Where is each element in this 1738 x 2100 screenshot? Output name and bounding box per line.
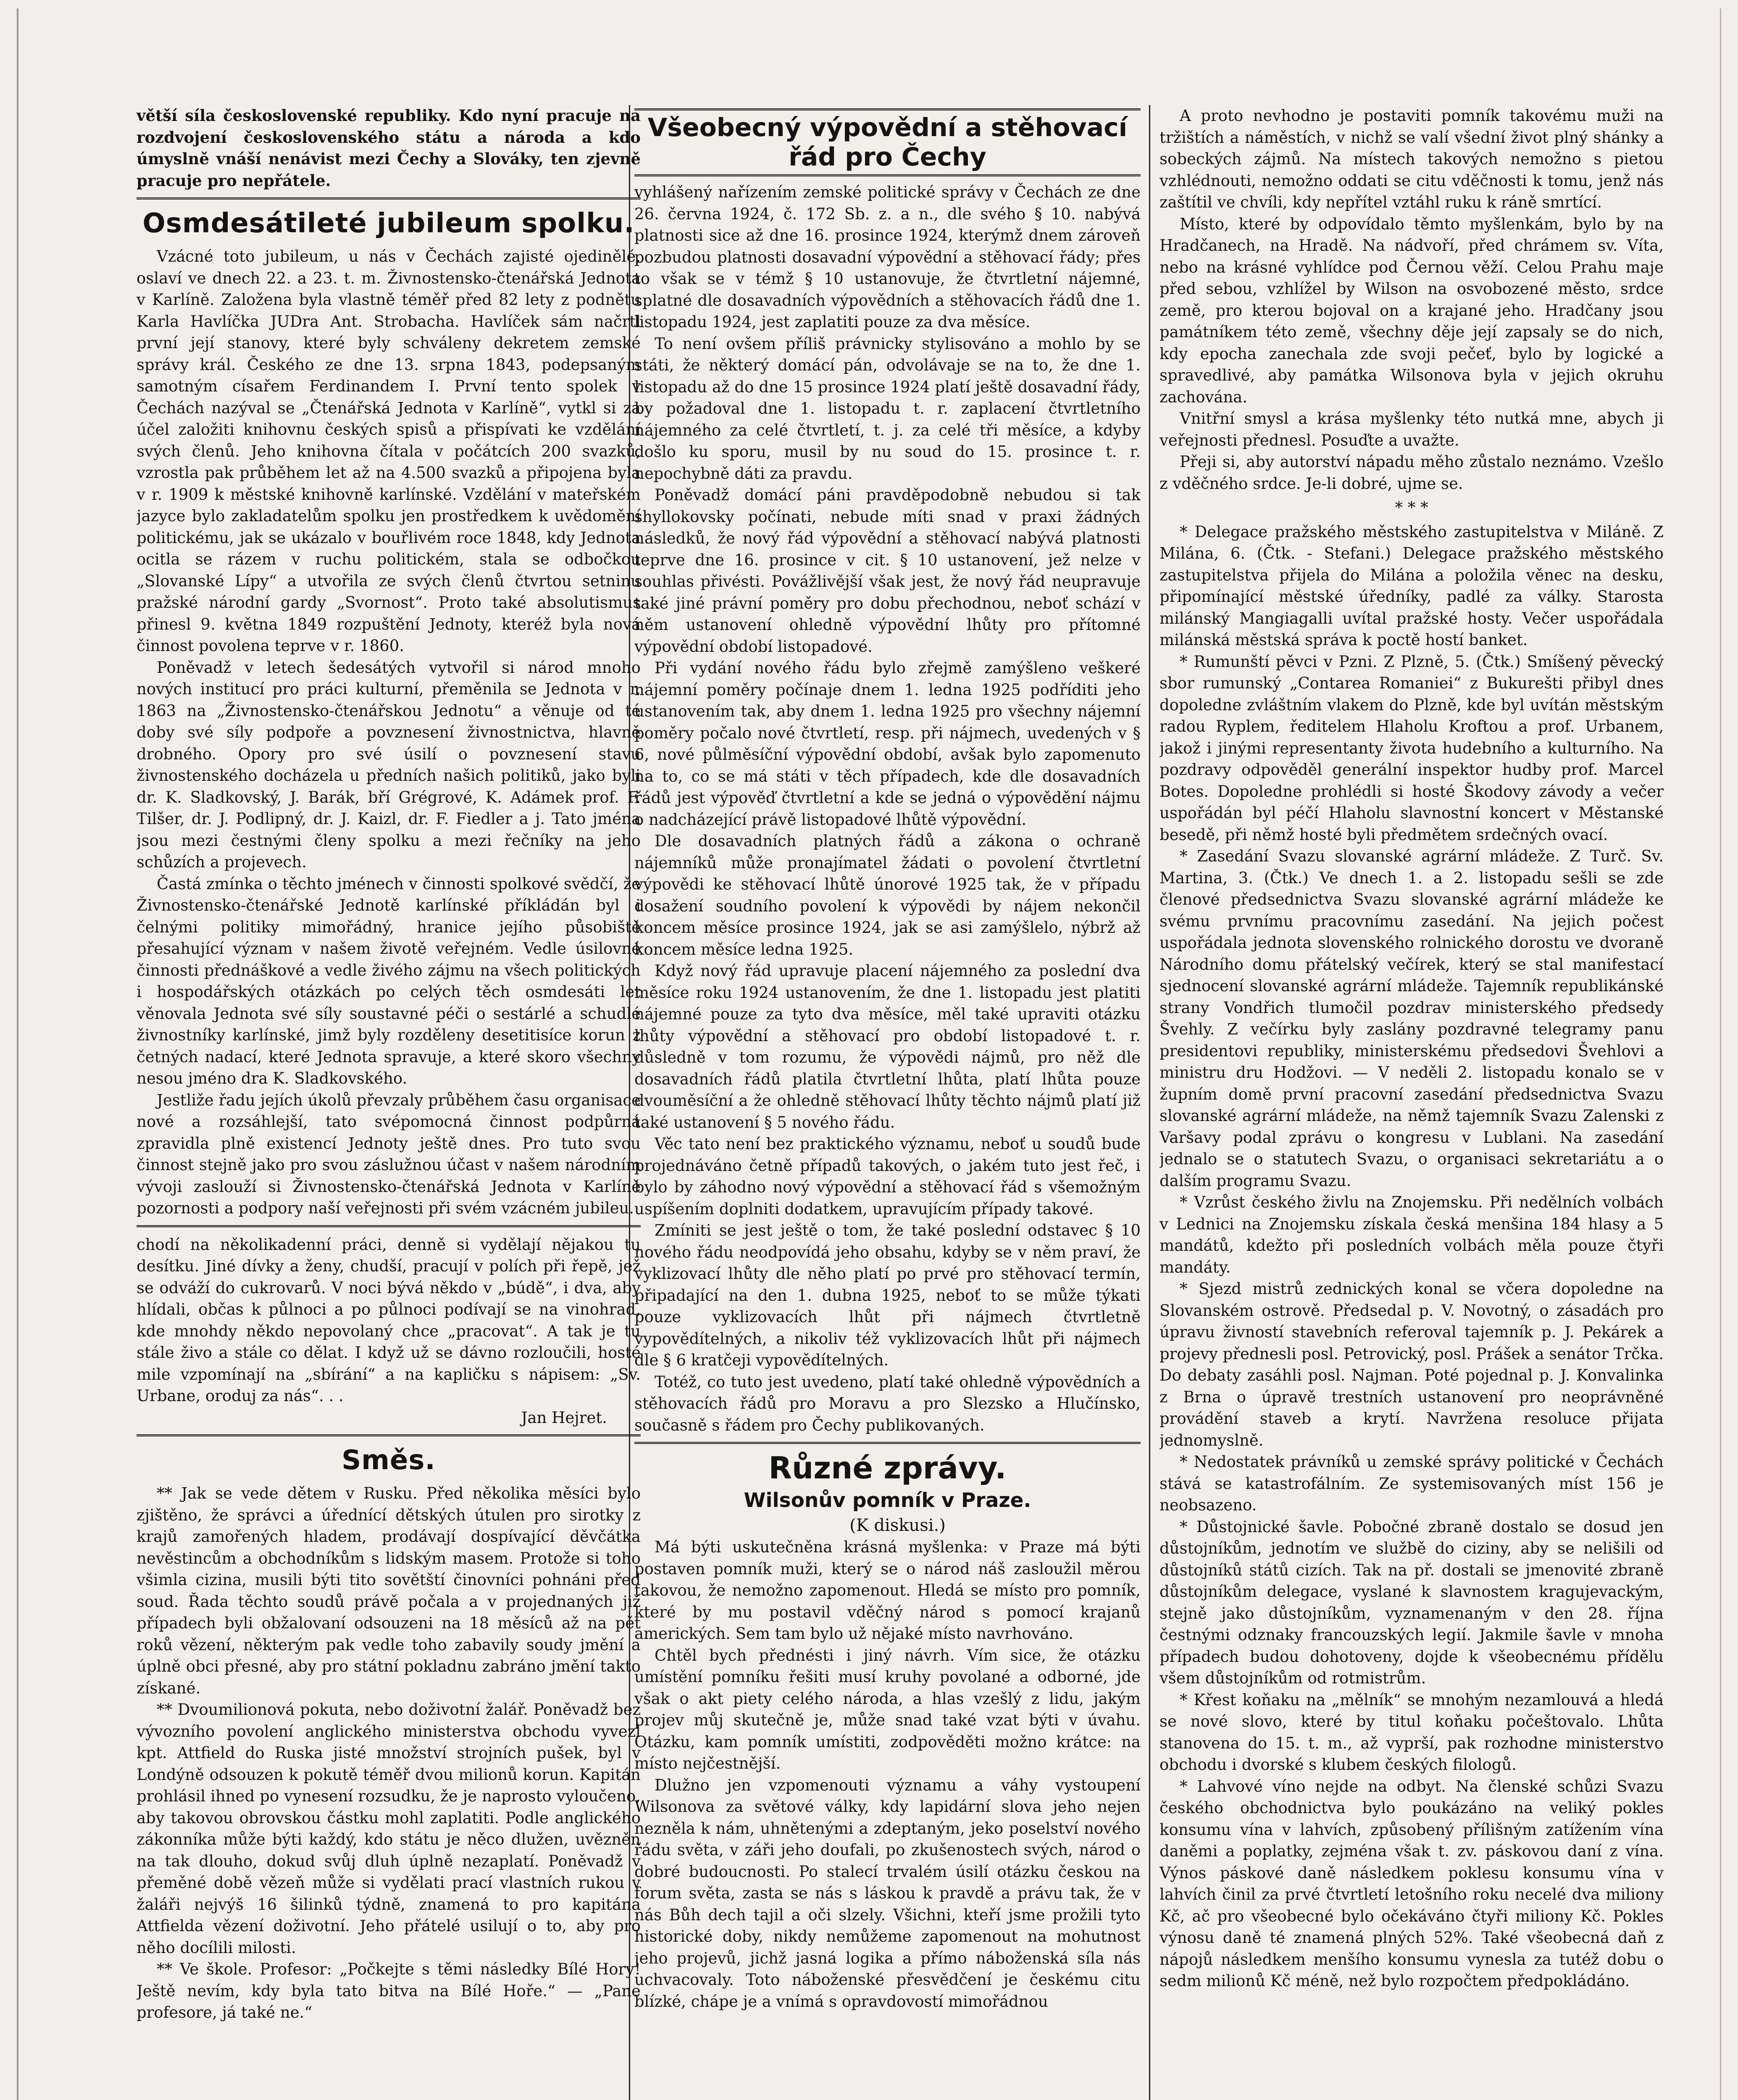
section-separator: * * *: [1395, 499, 1428, 517]
eviction-paragraph-1: vyhlášený nařízením zemské politické správy v Čechách ze dne 26. června 1924, č. 172 Sb. z. a n., dle svého § 10. nabývá platnosti sice až dne 16. prosince 1924, kterýmž dnem zároveň pozbudou platnosti dosavadní výpovědní a stěhovací řády; přes to však se v témž § 10 ustanovuje, že čtvrtletní nájemné, splatné dle dosavadních výpovědních a stěhovacích řádů dne 1. listopadu 1924, jest zaplatiti pouze za dva měsíce.: [634, 183, 1141, 331]
news-item-sabres: * Důstojnické šavle. Pobočné zbraně dostalo se dosud jen důstojníkům, jednotím ve službě do ciziny, aby se nelišili od důstojníků států cizích. Tak na př. dostali se jmenovité zbraně důstojníkům delegace, vyslané k slavnostem kragujevackým, stejně jako důstojníkům, vyznamenaným v den 28. října čestnými odznaky francouzských legií. Jakmile šavle v mnoha případech budou dohotoveny, dojde k všeobecnému přídělu všem důstojníkům od rotmistrům.: [1160, 1517, 1664, 1687]
jubilee-paragraph-4: Jestliže řadu jejích úkolů převzaly průběhem času organisace nové a rozsáhlejší, tato svépomocná činnost podpůrná zpravidla plně existencí Jednoty ještě dnes. Pro tuto svou činnost stejně jako pro svou záslužnou účast v našem národním vývoji zaslouží si Živnostensko-čtenářská Jednota v Karlíně pozornosti a podpory naší veřejnosti při svém vzácném jubileu.: [137, 1091, 641, 1217]
news-item-masons: * Sjezd mistrů zednických konal se včera dopoledne na Slovanském ostrově. Předsedal p. V. Novotný, o zásadách pro úpravu živností stavebních referoval tajemník p. J. Pekárek a projevy přednesli posl. Petrovický, posl. Prášek a senátor Trčka. Do debaty zasáhli posl. Najman. Poté pojednal p. J. Konvalinka z Brna o úpravě trestních ustanovení pro neoprávněné provádění staveb a krytí. Navržena resoluce přijata jednomyslně.: [1160, 1280, 1664, 1449]
eviction-paragraph-3: Poněvadž domácí páni pravděpodobně nebudou si tak shyllokovsky počínati, nebude míti snad v praxi žádných následků, že nový řád výpovědní a stěhovací nabývá platnosti teprve dne 16. prosince v cit. § 10 ustanovení, jež nelze v souhlas přivésti. Povážlivější však jest, že nový řád neupravuje také jiné právní poměry pro dobu přechodnou, neboť schází v něm ustanovení ohledně výpovědní lhůty pro přítomné výpovědní období listopadové.: [634, 486, 1141, 656]
news-item-romanian-singers: * Rumunští pěvci v Pzni. Z Plzně, 5. (Čtk.) Smíšený pěvecký sbor rumunský „Contarea Romaniei“ z Bukurešti přibyl dnes dopoledne zvláštním vlakem do Plzně, kde byl uvítán městským radou Ryplem, ředitelem Hlaholu Kroftou a prof. Urbanem, jakož i jinými representanty života hudebního a kulturního. Na pozdravy odpověděl generální inspektor hudby prof. Marcel Botes. Dopoledne prohlédli si hosté Škodovy závody a večer uspořádán byl péčí Hlaholu slavnostní koncert v Městanské besedě, při němž hosté byli předmětem srdečných ovací.: [1160, 652, 1664, 844]
wilson-paragraph-3: Dlužno jen vzpomenouti významu a váhy vystoupení Wilsonova za světové války, kdy lapidární slova jeho nejen nezněla k nám, uhnětenými a zdeptaným, jeko poselství nového řádu světa, v záři jeho doufali, po zkušenostech svých, národ o dobré budoucnosti. Po stalecí trvalém úsilí otázku českou na forum světa, zasta se nás s láskou k pravdě a právu tak, že v nás Bůh dech tajil a oči slzely. Všichni, kteří jsme prožili tyto historické doby, nikdy nemůžeme zapomenout na mohutnost jeho projevů, jichž jasná logika a přímo náboženská síla nás uchvacovaly. Toto náboženské přesvědčení je českému citu blízké, chápe je a vnímá s opravdovostí mimořádnou: [634, 1776, 1141, 2011]
eviction-paragraph-2: To není ovšem příliš právnicky stylisováno a mohlo by se státi, že některý domácí pán, odvolávaje se na to, že dne 1. listopadu až do dne 15 prosince 1924 platí ještě dosavadní řády, by požadoval dne 1. listopadu t. r. zaplacení čtvrtletního nájemného za celé čtvrtletí, t. j. za celé tři měsíce, a kdyby došlo ku sporu, musil by nu soud do 15. prosince t. r. nepochybně dáti za pravdu.: [634, 334, 1141, 483]
wilson-paragraph-7: Přeji si, aby autorství nápadu měho zůstalo neznámo. Vzešlo z vděčného srdce. Je-li dobré, ujme se.: [1160, 453, 1664, 493]
miscellany-item-fine: ** Dvoumilionová pokuta, nebo doživotní žalář. Poněvadž bez vývozního povolení anglického ministerstva obchodu vyvezl kpt. Attfield do Ruska jisté množství strojních pušek, byl v Londýně odsouzen k pokutě téměř dvou milionů korun. Kapitán prohlásil ihned po vynesení rozsudku, že je naprosto vyloučeno, aby takovou obrovskou částku mohl zaplatiti. Podle anglického zákonníka může býti každý, kdo státu je něco dlužen, uvězněn na tak dlouho, dokud svůj dluh úplně nezaplatí. Poněvadž v přeměné době vězeň může si vydělati prací vlastních rukou v žaláři nejvýš 16 šilinků týdně, znamená to pro kapitána Attfielda vězení doživotní. Jeho přátelé usilují o to, aby pro něho docílili milosti.: [137, 1701, 641, 1957]
news-item-agrarian-youth: * Zasedání Svazu slovanské agrární mládeže. Z Turč. Sv. Martina, 3. (Čtk.) Ve dnech 1. a 2. listopadu sešli se zde členové předsednictva Svazu slovanské agrární mládeže ke svému prvnímu pracovnímu zasedání. Na jejich počest uspořádala jednota slovenského rolnického dorostu ve dvoraně Národního domu přátelský večírek, který se stal manifestací sjednocení slovanské agrární mládeže. Tajemník republikánské strany Vondřich tlumočil pozdrav ministerského předsedy Švehly. Z večírku byly zaslány pozdravné telegramy panu presidentovi republiky, ministerskému předsedovi Švehlovi a ministru dru Hodžovi. — V neděli 2. listopadu konalo se v župním domě první pracovní zasedání předsednictva Svazu slovanské agrární mládeže, na němž tajemník Svazu Zalenski z Varšavy podal zprávu o kongresu v Lublani. Na zasedání jednalo se o statutech Svazu, o organisaci sekretariátu a o dalším programu Svazu.: [1160, 847, 1664, 1190]
wilson-paragraph-2: Chtěl bych přednésti i jiný návrh. Vím sice, že otázku umístění pomníku řešiti musí kruhy povolané a odborné, jde však o akt piety celého národa, a hlas vzešlý z lidu, jakým projev můj skutečně je, může snad také vzat býti v úvahu. Otázku, kam pomník umístiti, zodpověděti možno krátce: na místo nejčestnější.: [634, 1646, 1141, 1772]
column-left: [137, 105, 641, 2100]
jubilee-paragraph-3: Častá zmínka o těchto jménech v činnosti spolkové svědčí, že Živnostensko-čtenářské Jednotě karlínské příkládán byl i čelnými politiky mimořádný, hranice jejího působiště přesahující význam v našem životě veřejném. Vedle úsilovné činnosti přednáškové a vedle živého zájmu na všech politických i hospodářských otázkách po celých těch osmdesáti let věnovala Jednota své síly soustavné péči o sestárlé a schudlé živnostníky karlínské, jimž byly rozděleny desetitisíce korun z četných nadací, které Jednota spravuje, a které skoro všechny nesou jméno dra K. Sladkovského.: [137, 874, 641, 1087]
continued-paragraph: větší síla československé republiky. Kdo nyní pracuje na rozdvojení československého státu a národa a kdo úmyslně vnáší nenávist mezi Čechy a Slováky, ten zjevně pracuje pro nepřátele.: [137, 106, 641, 190]
wilson-caption: (K diskusi.): [849, 1516, 946, 1535]
divider: [137, 197, 641, 200]
column-middle: [634, 105, 1141, 2100]
news-item-znojmo: * Vzrůst českého živlu na Znojemsku. Při nedělních volbách v Lednici na Znojemsku získala česká menšina 184 hlasy a 5 mandátů, kdežto při posledních volbách měla pouze čtyři mandáty.: [1160, 1193, 1664, 1276]
eviction-paragraph-5: Dle dosavadních platných řádů a zákona o ochraně nájemníků může pronajímatel žádati o povolení čtvrtletní výpovědi ke stěhovací lhůtě únorové 1925 tak, že v případu dosažení soudního povolení k výpovědi by nájem nekončil koncem měsíce prosince 1924, jak se asi zamýšlelo, nýbrž až koncem měsíce ledna 1925.: [634, 832, 1141, 958]
jubilee-paragraph-2: Poněvadž v letech šedesátých vytvořil si národ mnoho nových institucí pro práci kulturní, přeměnila se Jednota v r. 1863 na „Živnostensko-čtenářskou Jednotu“ a věnuje od té doby své síly podpoře a povznesení živnostnictva, hlavně drobného. Opory pro své úsilí o povznesení stavu živnostenského docházela u předních našich politiků, jako byli dr. K. Sladkovský, J. Barák, bří Grégrové, K. Adámek prof. F. Tilšer, dr. J. Podlipný, dr. J. Kaizl, dr. F. Fiedler a j. Tato jména jsou mezi čestnými členy spolku a mezi řečníky na jeho schůzích a projevech.: [137, 658, 641, 871]
miscellany-headline: Směs.: [342, 1445, 436, 1476]
jubilee-headline: Osmdesátileté jubileum spolku.: [142, 208, 635, 239]
various-news-headline: Různé zprávy.: [768, 1450, 1007, 1486]
news-item-milan: * Delegace pražského městského zastupitelstva v Miláně. Z Milána, 6. (Čtk. - Stefani.) Delegace pražského městského zastupitelstva přijela do Milána a položila věnec na desku, připomínající městské úředníky, padlé za války. Starosta milánský Mangiagalli uvítal pražské hosty. Večer uspořádala milánská městská správa k poctě hostí banket.: [1160, 522, 1664, 649]
miscellany-item-russia: ** Jak se vede dětem v Rusku. Před několika měsíci bylo zjištěno, že správci a úřednící dětských útulen pro sirotky z krajů zamořených hladem, prodávají dospívající děvčátka nevěstincům a obchodníkům s lidským masem. Protože si toho všimla cizina, musili býti tito sovětští činovníci pohnáni před soud. Řada těchto soudů právě počala a v projednaných již případech byli obžalovaní odsouzeni na 18 měsíců až na pět roků vězení, některým pak vedle toho zabavily soudy jmění a úplně obci přesné, aby pro státní pokladnu zabráno jmění takto získané.: [137, 1484, 641, 1697]
eviction-paragraph-4: Při vydání nového řádu bylo zřejmě zamýšleno veškeré nájemní poměry počínaje dnem 1. ledna 1925 podříditi jeho ustanovením tak, aby dnem 1. ledna 1925 pro všechny nájemní poměry počalo nové čtvrtletí, resp. při nájmech, uvedených v § 6, nové půlměsíční výpovědní období, avšak bylo zapomenuto na to, co se má státi v těch případech, kde dle dosavadních řádů jest výpověď čtvrtletní a kde se jedná o výpovědění nájmu o nadcházející právě listopadové lhůtě výpovědní.: [634, 659, 1141, 829]
miscellany-item-school: ** Ve škole. Profesor: „Počkejte s těmi následky Bílé Hory! Ještě nevím, kdy byla tato bitva na Bílé Hoře.“ — „Pane profesore, já také ne.“: [137, 1960, 641, 2021]
eviction-paragraph-6: Když nový řád upravuje placení nájemného za poslední dva měsíce roku 1924 ustanovením, že dne 1. listopadu jest platiti nájemné pouze za tyto dva měsíce, měl také upraviti otázku lhůty výpovědní a stěhovací pro období listopadové t. r. důsledně v tom rozumu, že výpovědi nájmů, pro něž dle dosavadních řádů platila čtvrtletní lhůta, platí lhůta pouze dvouměsíční a že ohledně stěhovací lhůty těchto nájmů platí již také ustanovení § 5 nového řádu.: [634, 962, 1141, 1131]
news-item-bottled-wine: * Lahvové víno nejde na odbyt. Na členské schůzi Svazu českého obchodnictva bylo poukázáno na veliký pokles konsumu vína v lahvích, způsobený přílišným zatížením vína daněmi a poplatky, zejména však t. zv. páskovou daní z vína. Výnos páskové daně následkem poklesu konsumu vína v lahvích činil za prvé čtvrtletí letošního roku necelé dva miliony Kč, ač pro všeobecné bylo očekáváno čtyři miliony Kč. Pokles výnosu daně té znamená plných 52%. Také všeobecná daň z nápojů následkem menšího konsumu vynesla za tutéž dobu o sedm milionů Kč méně, než bylo rozpočtem předpokládáno.: [1160, 1777, 1664, 1990]
jubilee-paragraph-1: Vzácné toto jubileum, u nás v Čechách zajisté ojedinělé, oslaví ve dnech 22. a 23. t. m. Živnostensko-čtenářská Jednota v Karlíně. Založena byla vlastně téměř před 82 lety z podnětu Karla Havlíčka JUDra Ant. Strobacha. Havlíček sám načrtl první její stanovy, které byly schváleny dekretem zemské správy král. Českého ze dne 13. srpna 1843, podepsaným samotným císařem Ferdinandem I. První tento spolek v Čechách nazýval se „Čtenářská Jednota v Karlíně“, vytkl si za účel založiti knihovnu českých spisů a přispívati ke vzdělání svých členů. Jeho knihovna čítala v počátcích 200 svazků, vzrostla pak průběhem let až na 4.500 svazků a připojena byla v r. 1909 k městské knihovně karlínské. Vzdělání v mateřském jazyce bylo zakladatelům spolku jen prostředkem k uvědomění politickému, jak se ukázalo v bouřlivém roce 1848, kdy Jednota ocitla se rázem v ruchu politickém, stala se odbočkou „Slovanské Lípy“ a utvořila ze svých členů čtvrtou setninu pražské národní gardy „Svornost“. Proto také absolutismus přinesl 9. května 1849 rozpuštění Jednoty, kteréž byla nová činnost povolena teprve v r. 1860.: [137, 247, 641, 655]
wilson-paragraph-5: Místo, které by odpovídalo těmto myšlenkám, bylo by na Hradčanech, na Hradě. Na nádvoří, před chrámem sv. Víta, nebo na krásné vyhlídce pod Černou věží. Celou Prahu maje před sebou, vzhlížel by Wilson na osvobozené město, srdce země, pro kterou bojoval on a krajané jeho. Hradčany jsou památníkem této země, všechny děje její zapsaly se do nich, kdy epocha zanechala zde svoji pečeť, bylo by logické a spravedlivé, aby památka Wilsonova byla v jejich okruhu zachována.: [1160, 215, 1664, 406]
eviction-order-headline: Všeobecný výpovědní a stěhovací řád pro Čechy: [634, 108, 1141, 176]
wilson-paragraph-4: A proto nevhodno je postaviti pomník takovému muži na tržištích a náměstích, v nichž se valí všední život plný shánky a sobeckých zájmů. Na místech takových nemožno s pietou vzhlédnouti, nemožno oddati se citu vděčnosti k tomu, jenž nás zaštítil ve chvíli, kdy nepřítel vztáhl ruku k ráně smrtící.: [1160, 107, 1664, 211]
wilson-monument-headline: Wilsonův pomník v Praze.: [744, 1489, 1031, 1512]
column-rule-right: [1149, 105, 1150, 2100]
divider: [137, 1434, 641, 1436]
wine-story-paragraph: chodí na několikadenní práci, denně si vydělají nějakou tu desítku. Jiné dívky a ženy, chudší, pracují v polích při řepě, jež se odváží do cukrovarů. V noci bývá někdo v „búdě“, i dva, aby hlídali, občas k půlnoci a po půlnoci podívají se na vinohrad, kde mnohdy někdo nepovolaný chce „pracovat“. A tak je tu stále živo a stále co dělat. I když už se dávno rozloučili, hosté mile vzpomínají na „sbírání“ a na kapličku s nápisem: „Sv. Urbane, oroduj za nás“. . .: [137, 1235, 641, 1405]
divider: [137, 1225, 641, 1227]
eviction-paragraph-9: Totéž, co tuto jest uvedeno, platí také ohledně výpovědních a stěhovacích řádů pro Moravu a pro Slezsko a Hlučínsko, současně s řádem pro Čechy publikovaných.: [634, 1373, 1141, 1434]
wilson-paragraph-6: Vnitřní smysl a krása myšlenky této nutká mne, abych ji veřejnosti přednesl. Posuďte a uvažte.: [1160, 410, 1664, 449]
news-item-lawyers: * Nedostatek právníků u zemské správy politické v Čechách stává se katastrofálním. Ze systemisovaných míst 156 je neobsazeno.: [1160, 1453, 1664, 1514]
news-item-cognac: * Křest koňaku na „mělník“ se mnohým nezamlouvá a hledá se nové slovo, které by titul koňaku počeštovalo. Lhůta stanovena do 15. t. m., až vyprší, pak rozhodne ministerstvo obchodu i dvorské s klubem českých filologů.: [1160, 1690, 1664, 1774]
column-right: [1160, 105, 1664, 2100]
eviction-paragraph-7: Věc tato není bez praktického významu, neboť u soudů bude projednáváno četně případů takových, o jakém tuto jest řeč, i bylo by záhodno nový výpovědní a stěhovací řád s všemožným uspíšením doplniti dodatkem, upravujícím případy takové.: [634, 1135, 1141, 1218]
divider: [634, 1442, 1141, 1444]
eviction-paragraph-8: Zmíniti se jest ještě o tom, že také poslední odstavec § 10 nového řádu neodpovídá jeho obsahu, kdyby se v něm praví, že vyklizovací lhůty dle něho platí po prvé pro stěhovací termín, připadající na den 1. dubna 1925, neboť to se může týkati pouze vyklizovacích lhůt při nájmech čtvrtletně vypovědítelných, a nikoliv též vyklizovacích lhůt při nájmech dle § 6 kratčeji vypovědítelných.: [634, 1221, 1141, 1369]
author-signature: Jan Hejret.: [521, 1408, 607, 1427]
wilson-paragraph-1: Má býti uskutečněna krásná myšlenka: v Praze má býti postaven pomník muži, který se o národ náš zasloužil měrou takovou, že nemožno zapomenout. Hledá se místo pro pomník, které by mu postavil vděčný národ s pomocí krajanů amerických. Sem tam bylo už nějaké místo navrhováno.: [634, 1538, 1141, 1643]
